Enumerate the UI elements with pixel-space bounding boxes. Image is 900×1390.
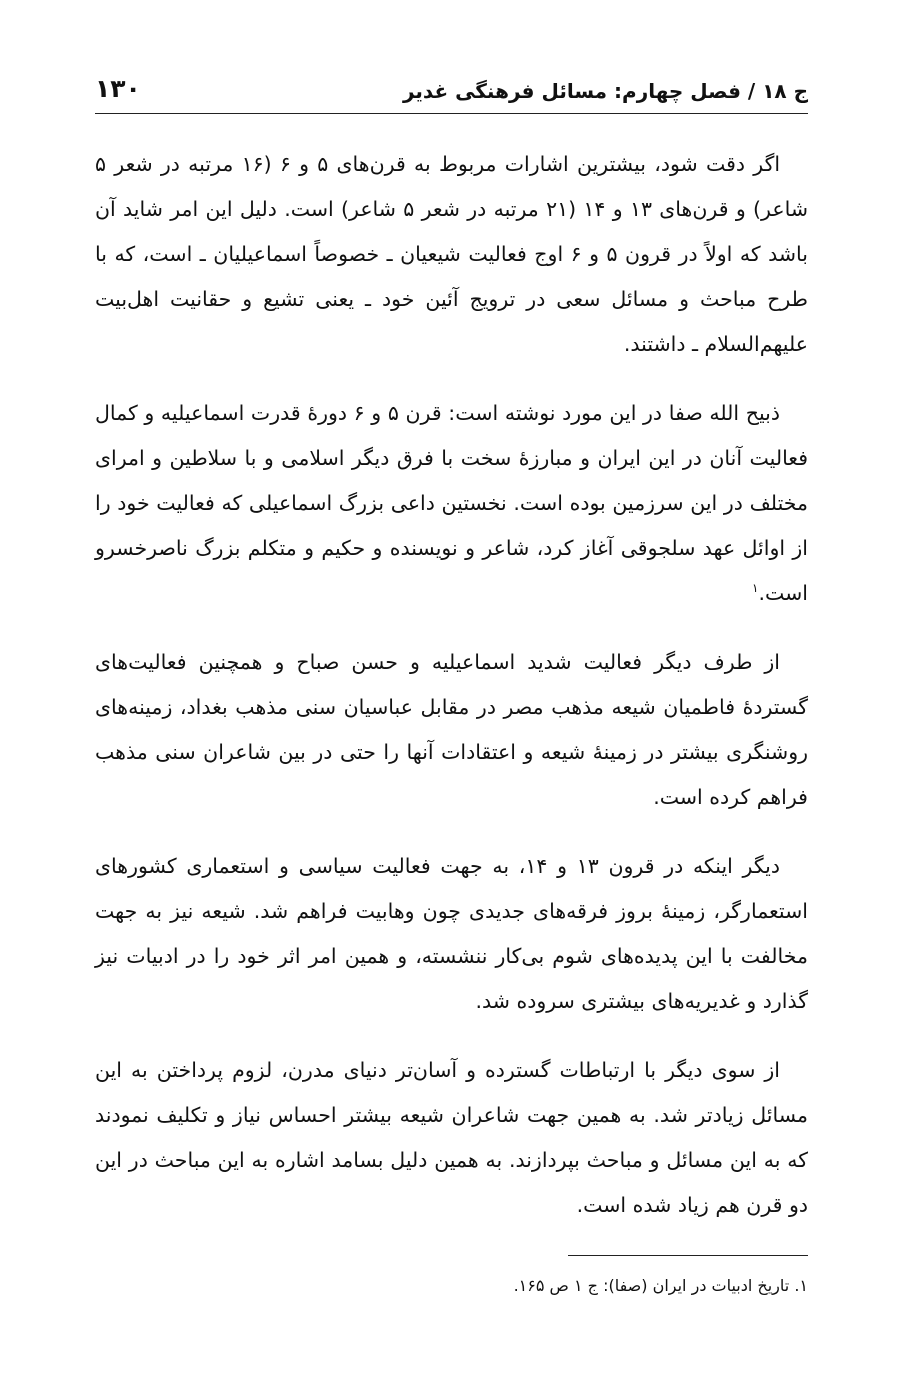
- running-head: ج ۱۸ / فصل چهارم: مسائل فرهنگی غدیر: [402, 79, 808, 103]
- footnote-marker: ۱: [752, 581, 759, 596]
- paragraph-4: دیگر اینکه در قرون ۱۳ و ۱۴، به جهت فعالیت سیاسی و استعماری کشورهای استعمارگر، زمینهٔ بروز فرقه‌های جدیدی چون وهابیت فراهم شد. شیعه نیز به جهت مخالفت با این پدیده‌های شوم بی‌کار ننشسته، و همین امر اثر خود را در ادبیات نیز گذارد و غدیریه‌های بیشتری سروده شد.: [95, 854, 808, 1013]
- paragraph-3: از طرف دیگر فعالیت شدید اسماعیلیه و حسن صباح و همچنین فعالیت‌های گستردهٔ فاطمیان شیعه مذهب مصر در مقابل عباسیان سنی مذهب بغداد، زمینه‌های روشنگری بیشتر در زمینهٔ شیعه و اعتقادات آنها را حتی در بین شاعران سنی مذهب فراهم کرده است.: [95, 650, 808, 809]
- page-number: ۱۳۰: [95, 74, 141, 103]
- paragraph-1: اگر دقت شود، بیشترین اشارات مربوط به قرن‌های ۵ و ۶ (۱۶ مرتبه در شعر ۵ شاعر) و قرن‌های ۱۳ و ۱۴ (۲۱ مرتبه در شعر ۵ شاعر) است. دلیل این امر شاید آن باشد که اولاً در قرون ۵ و ۶ اوج فعالیت شیعیان ـ خصوصاً اسماعیلیان ـ است، که با طرح مباحث و مسائل سعی در ترویج آئین خود ـ یعنی تشیع و حقانیت اهل‌بیت علیهم‌السلام ـ داشتند.: [95, 152, 808, 356]
- footnote: ۱. تاریخ ادبیات در ایران (صفا): ج ۱ ص ۱۶۵.: [513, 1276, 808, 1295]
- paragraph-2: [95, 391, 808, 616]
- body-text: [95, 142, 808, 1252]
- page-header: [95, 70, 808, 114]
- paragraph-2-text: ذبیح الله صفا در این مورد نوشته است: قرن ۵ و ۶ دورهٔ قدرت اسماعیلیه و کمال فعالیت آنان در این ایران و مبارزهٔ سخت با فرق دیگر اسلامی و با سلاطین و امرای مختلف در این سرزمین بوده است. نخستین داعی بزرگ اسماعیلی که فعالیت خود را از اوائل عهد سلجوقی آغاز کرد، شاعر و نویسنده و حکیم و متکلم بزرگ ناصرخسرو است.: [95, 401, 808, 605]
- header-rule: [95, 113, 808, 114]
- paragraph-5: از سوی دیگر با ارتباطات گسترده و آسان‌تر دنیای مدرن، لزوم پرداختن به این مسائل زیادتر شد. به همین جهت شاعران شیعه بیشتر احساس نیاز و تکلیف نمودند که به این مسائل و مباحث بپردازند. به همین دلیل بسامد اشاره به این مباحث در این دو قرن هم زیاد شده است.: [95, 1058, 808, 1217]
- footnote-rule: [568, 1255, 808, 1256]
